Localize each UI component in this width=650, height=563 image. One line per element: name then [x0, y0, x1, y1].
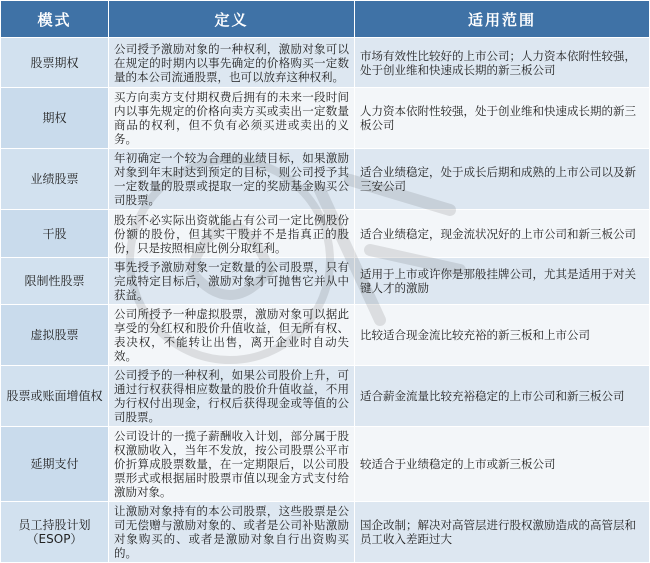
header-row [1, 1, 650, 38]
table-row [1, 502, 650, 563]
mode-cell: 虚拟股票 [1, 305, 109, 366]
table-row [1, 366, 650, 427]
definition-cell: 买方向卖方支付期权费后拥有的未来一段时间内以事先规定的价格向卖方买或卖出一定数量商品的权利，但不负有必须买进或卖出的义务。 [109, 88, 355, 149]
mode-cell: 股票或账面增值权 [1, 366, 109, 427]
table-row [1, 305, 650, 366]
scope-cell: 市场有效性比较好的上市公司；人力资本依附性较强，处于创业维和快速成长期的新三板公司 [355, 38, 650, 88]
header-mode: 模式 [1, 1, 109, 38]
mode-cell: 限制性股票 [1, 258, 109, 305]
table-row [1, 210, 650, 258]
scope-cell: 国企改制；解决对高管层进行股权激励造成的高管层和员工收入差距过大 [355, 502, 650, 563]
definition-cell: 年初确定一个较为合理的业绩目标，如果激励对象到年末时达到预定的目标，则公司授予其一定数量的股票或提取一定的奖励基金购买公司股票。 [109, 149, 355, 210]
definition-cell: 股东不必实际出资就能占有公司一定比例股份份额的股份，但其实干股并不是指真正的股份，只是按照相应比例分取红利。 [109, 210, 355, 258]
scope-cell: 适合业绩稳定，处于成长后期和成熟的上市公司以及新三安公司 [355, 149, 650, 210]
definition-cell: 让激励对象持有的本公司股票，这些股票是公司无偿赠与激励对象的、或者是公司补贴激励对象购买的、或者是激励对象自行出资购买的。 [109, 502, 355, 563]
definition-cell: 公司授予的一种权利，如果公司股价上升，可通过行权获得相应数量的股价升值收益，不用为行权付出现金，行权后获得现金或等值的公司股票。 [109, 366, 355, 427]
header-scope: 适用范围 [355, 1, 650, 38]
definition-cell: 公司所授予一种虚拟股票，激励对象可以据此享受的分红权和股价升值收益，但无所有权、表决权，不能转让出售，离开企业时自动失效。 [109, 305, 355, 366]
table-row [1, 149, 650, 210]
table-row [1, 88, 650, 149]
scope-cell: 人力资本依附性较强，处于创业维和快速成长期的新三板公司 [355, 88, 650, 149]
mode-cell: 期权 [1, 88, 109, 149]
mode-cell: 员工持股计划（ESOP） [1, 502, 109, 563]
header-definition: 定义 [109, 1, 355, 38]
mode-cell: 股票期权 [1, 38, 109, 88]
mode-cell: 延期支付 [1, 427, 109, 502]
table-row [1, 427, 650, 502]
definition-cell: 事先授予激励对象一定数量的公司股票，只有完成特定目标后，激励对象才可抛售它并从中获益。 [109, 258, 355, 305]
scope-cell: 适合薪金流量比较充裕稳定的上市公司和新三板公司 [355, 366, 650, 427]
scope-cell: 比较适合现金流比较充裕的新三板和上市公司 [355, 305, 650, 366]
table-row [1, 38, 650, 88]
mode-cell: 干股 [1, 210, 109, 258]
scope-cell: 适合业绩稳定，现金流状况好的上市公司和新三板公司 [355, 210, 650, 258]
definition-cell: 公司授予激励对象的一种权利，激励对象可以在规定的时期内以事先确定的价格购买一定数量的本公司流通股票，也可以放弃这种权利。 [109, 38, 355, 88]
table-row [1, 258, 650, 305]
mode-cell: 业绩股票 [1, 149, 109, 210]
definition-cell: 公司设计的一揽子薪酬收入计划，部分属于股权激励收入，当年不发放，按公司股票公平市价折算成股票数量，在一定期限后，以公司股票形式或根据届时股票市值以现金方式支付给激励对象。 [109, 427, 355, 502]
scope-cell: 较适合于业绩稳定的上市或新三板公司 [355, 427, 650, 502]
scope-cell: 适用于上市或许你是那般挂牌公司，尤其是适用于对关键人才的激励 [355, 258, 650, 305]
